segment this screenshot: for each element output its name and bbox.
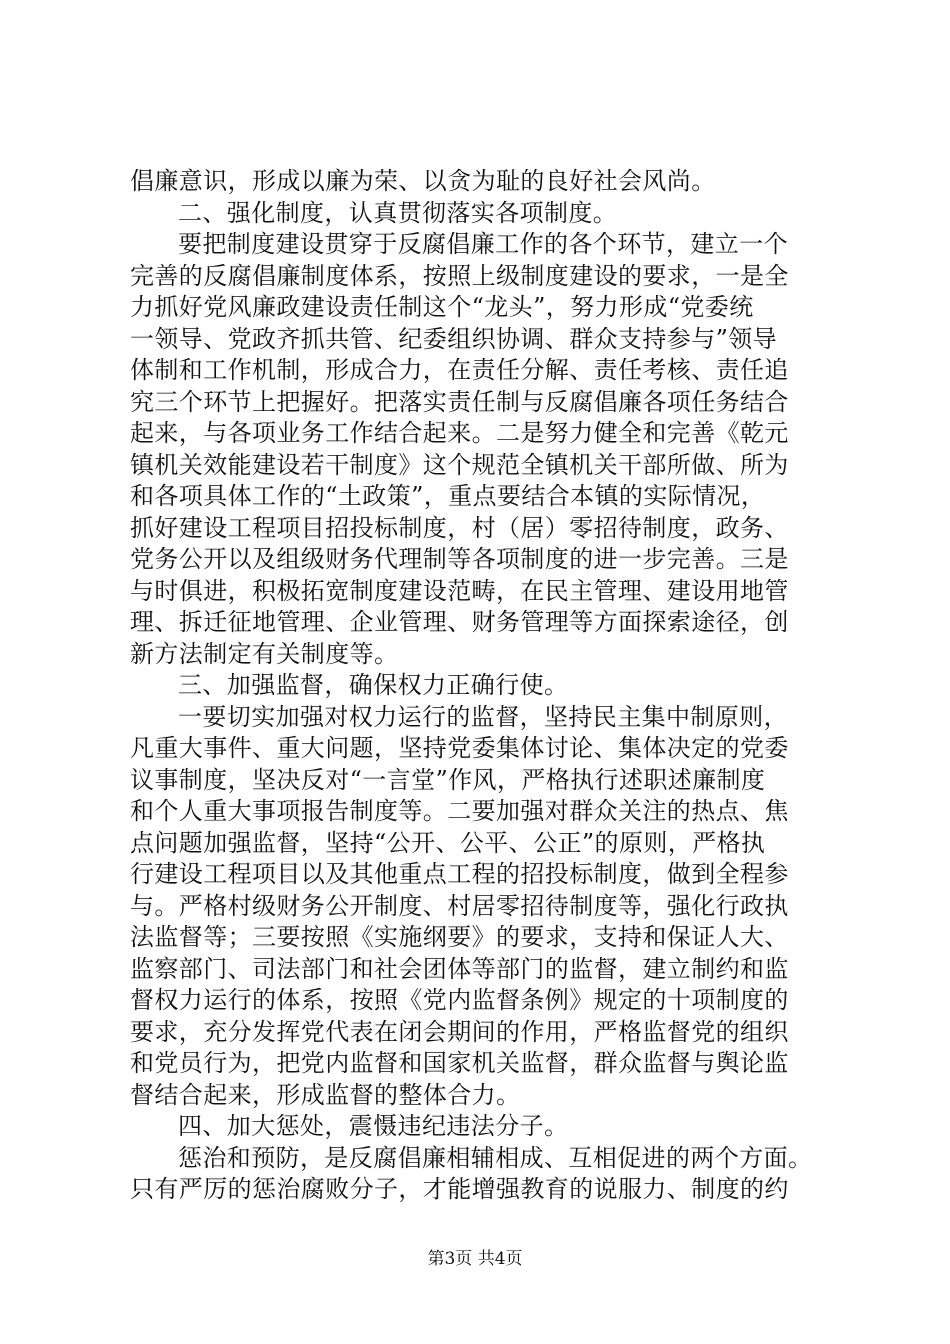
text-line: 点问题加强监督，坚持“公开、公平、公正”的原则，严格执 xyxy=(130,828,766,857)
text-line: 镇机关效能建设若干制度》这个规范全镇机关干部所做、所为 xyxy=(130,450,789,479)
text-line: 行建设工程项目以及其他重点工程的招投标制度，做到全程参 xyxy=(130,860,789,888)
text-line: 和个人重大事项报告制度等。二要加强对群众关注的热点、焦 xyxy=(130,797,789,825)
text-line: 新方法制定有关制度等。 xyxy=(130,639,399,668)
text-line: 只有严厉的惩治腐败分子，才能增强教育的说服力、制度的约 xyxy=(130,1175,789,1203)
text-line: 理、拆迁征地管理、企业管理、财务管理等方面探索途径，创 xyxy=(130,608,789,636)
text-line: 倡廉意识，形成以廉为荣、以贪为耻的良好社会风尚。 xyxy=(130,167,716,195)
text-line: 法监督等；三要按照《实施纲要》的要求，支持和保证人大、 xyxy=(130,923,789,951)
text-line: 完善的反腐倡廉制度体系，按照上级制度建设的要求，一是全 xyxy=(130,261,789,290)
text-line: 与时俱进，积极拓宽制度建设范畴，在民主管理、建设用地管 xyxy=(130,576,789,605)
text-line: 和各项具体工作的“土政策”，重点要结合本镇的实际情况， xyxy=(130,482,766,510)
text-line: 一领导、党政齐抓共管、纪委组织协调、群众支持参与”领导 xyxy=(130,324,778,353)
text-line: 四、加大惩处，震慑违纪违法分子。 xyxy=(178,1112,569,1140)
text-line: 起来，与各项业务工作结合起来。二是努力健全和完善《乾元 xyxy=(130,419,789,447)
text-line: 要把制度建设贯穿于反腐倡廉工作的各个环节，建立一个 xyxy=(178,230,788,258)
text-line: 和党员行为，把党内监督和国家机关监督，群众监督与舆论监 xyxy=(130,1049,789,1077)
text-line: 督权力运行的体系，按照《党内监督条例》规定的十项制度的 xyxy=(130,986,789,1014)
text-line: 力抓好党风廉政建设责任制这个“龙头”，努力形成“党委统 xyxy=(130,293,754,321)
text-line: 究三个环节上把握好。把落实责任制与反腐倡廉各项任务结合 xyxy=(130,387,789,416)
document-body xyxy=(130,166,830,1206)
text-line: 党务公开以及组级财务代理制等各项制度的进一步完善。三是 xyxy=(130,545,789,573)
text-line: 要求，充分发挥党代表在闭会期间的作用，严格监督党的组织 xyxy=(130,1017,789,1046)
text-line: 三、加强监督，确保权力正确行使。 xyxy=(178,671,569,699)
text-line: 议事制度，坚决反对“一言堂”作风，严格执行述职述廉制度 xyxy=(130,765,766,794)
text-line: 二、强化制度，认真贯彻落实各项制度。 xyxy=(178,198,618,227)
text-line: 凡重大事件、重大问题，坚持党委集体讨论、集体决定的党委 xyxy=(130,734,789,762)
page-footer: 第3页 共4页 xyxy=(427,1249,523,1269)
text-line: 体制和工作机制，形成合力，在责任分解、责任考核、责任追 xyxy=(130,356,789,384)
text-line: 监察部门、司法部门和社会团体等部门的监督，建立制约和监 xyxy=(130,954,789,983)
text-line: 惩治和预防，是反腐倡廉相辅相成、互相促进的两个方面。 xyxy=(178,1143,813,1172)
text-line: 一要切实加强对权力运行的监督，坚持民主集中制原则， xyxy=(178,702,788,731)
text-line: 抓好建设工程项目招投标制度，村（居）零招待制度，政务、 xyxy=(130,513,789,542)
text-line: 督结合起来，形成监督的整体合力。 xyxy=(130,1080,521,1109)
text-line: 与。严格村级财务公开制度、村居零招待制度等，强化行政执 xyxy=(130,891,789,920)
